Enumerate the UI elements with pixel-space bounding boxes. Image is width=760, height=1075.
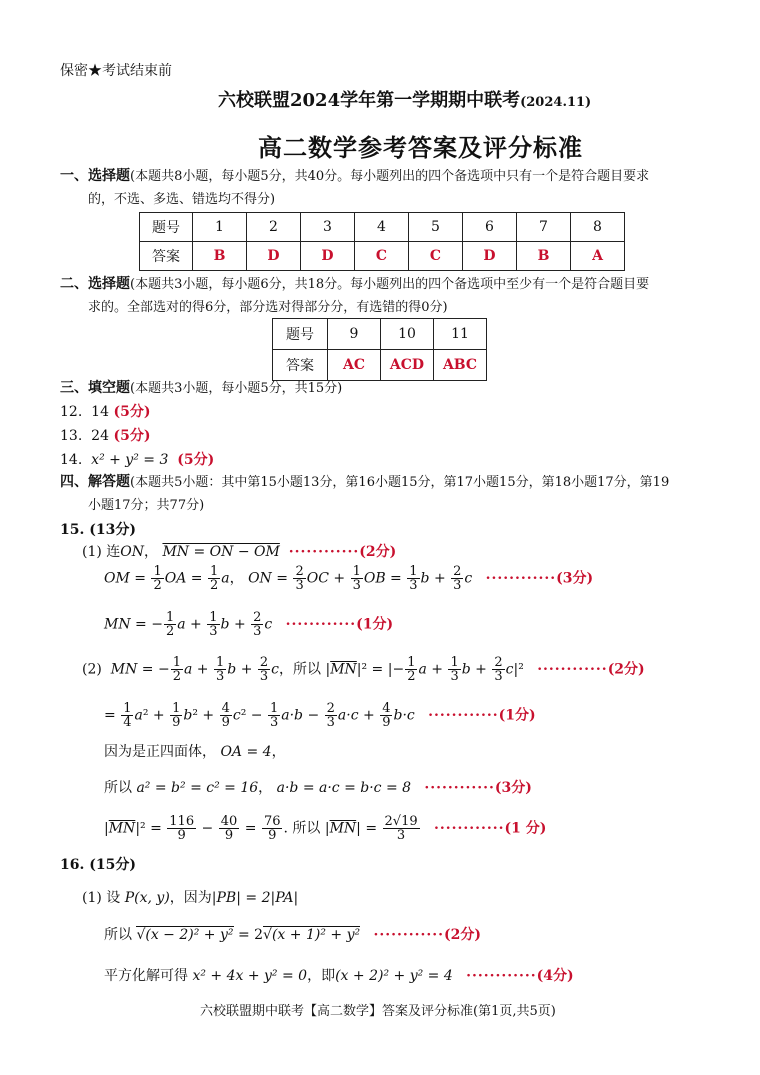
answer-cell: ABC <box>434 350 487 381</box>
q15-part2-line4: 所以 a² = b² = c² = 16， a·b = a·c = b·c = 8 ············(3分) <box>104 780 532 796</box>
text-tetrahedron: 因为是正四面体， <box>104 744 216 760</box>
table-cell: 8 <box>571 213 625 242</box>
item-number: 13. <box>60 428 83 444</box>
section2-answer-table <box>272 318 487 381</box>
section4-heading <box>60 470 669 495</box>
score-label: (1 分) <box>504 820 547 837</box>
exam-title <box>218 86 591 112</box>
item-answer: 14 <box>91 404 109 420</box>
section3-heading <box>60 376 342 401</box>
answer-cell: D <box>301 242 355 271</box>
exam-date: (2024.11) <box>520 95 592 110</box>
table-cell: 7 <box>517 213 571 242</box>
page-title: 高二数学参考答案及评分标准 <box>258 133 583 162</box>
answer-cell: AC <box>328 350 381 381</box>
section4-title: 四、解答题 <box>60 474 130 490</box>
q15-part1-line1: (1) 连ON， MN = ON − OM ············(2分) <box>82 544 397 560</box>
section1-answer-table <box>139 212 625 271</box>
section1-heading <box>60 164 649 189</box>
answer-cell: ACD <box>381 350 434 381</box>
score-label: (2分) <box>607 661 645 678</box>
text-simplify: 平方化解可得 <box>104 968 188 984</box>
section2-heading <box>60 272 649 297</box>
text-so: 所以 <box>104 927 132 943</box>
q15-heading: 15. (13分) <box>60 522 136 538</box>
score-dots: ············ <box>288 544 360 560</box>
table-cell: 9 <box>328 319 381 350</box>
confidential-label: 保密★考试结束前 <box>60 63 172 79</box>
q15-part2-line2: = $\frac{1}{4}$ a² + $\frac{1}{9}$ b² + $\frac{4}{9}$ c² − $\frac{1}{3}$ a·b − $\frac{2}{3}$ a·c + $\frac{4}{9}$ b·c ············(1分) <box>104 701 536 730</box>
q15-part2-line5: $|\overline{MN}|^2$ = $\frac{116}{9}$ − $\frac{40}{9}$ = $\frac{76}{9}$ . 所以 $|\overline{MN}|$ = $\frac{2√19}{3}$ ············(1 分) <box>104 814 547 843</box>
score-label: (2分) <box>443 927 481 943</box>
item-answer: 24 <box>91 428 109 444</box>
table-cell: 6 <box>463 213 517 242</box>
score-label: (4分) <box>536 968 574 984</box>
q15-part1-line3: MN = − $\frac{1}{2}$ a + $\frac{1}{3}$ b + $\frac{2}{3}$ c ············(1分) <box>104 610 394 639</box>
section1-title: 一、选择题 <box>60 168 130 184</box>
table-cell: 5 <box>409 213 463 242</box>
table-cell: 10 <box>381 319 434 350</box>
table-cell: 3 <box>301 213 355 242</box>
table-cell: 1 <box>193 213 247 242</box>
score-label: (5分) <box>113 404 151 420</box>
fill-item-14 <box>60 448 214 472</box>
math-oa: OA = 4 <box>220 744 272 760</box>
answer-cell: C <box>355 242 409 271</box>
fill-item-13 <box>60 424 150 448</box>
q16-part1-line2: 所以 √(x − 2)² + y² = 2√(x + 1)² + y² ············(2分) <box>104 927 481 943</box>
score-label: (5分) <box>177 452 215 468</box>
score-label: (1分) <box>356 616 394 633</box>
answer-cell: C <box>409 242 463 271</box>
text-because: ，因为 <box>169 890 212 906</box>
math-point: P(x, y) <box>124 890 170 906</box>
math-cond: |PB| = 2|PA| <box>211 890 299 906</box>
answer-cell: A <box>571 242 625 271</box>
table-cell: 2 <box>247 213 301 242</box>
text-so: . 所以 <box>283 820 321 837</box>
page-footer: 六校联盟期中联考【高二数学】答案及评分标准(第1页,共5页) <box>200 1004 556 1019</box>
q16-part1-line3: 平方化解可得 x² + 4x + y² = 0，即(x + 2)² + y² = 4 ············(4分) <box>104 968 574 984</box>
table-row <box>273 319 487 350</box>
score-label: (3分) <box>494 780 532 796</box>
section4-desc-1: (本题共5小题：其中第15小题13分，第16小题15分，第17小题15分，第18小题17分，第19 <box>130 475 670 490</box>
part-prefix: (2) <box>82 661 102 678</box>
math-expr: MN = ON − OM <box>162 544 280 560</box>
row-label-question: 题号 <box>273 319 328 350</box>
answer-cell: B <box>193 242 247 271</box>
q15-part2-line3: 因为是正四面体， OA = 4， <box>104 744 286 760</box>
answer-cell: D <box>247 242 301 271</box>
score-label: (3分) <box>556 570 594 587</box>
answer-cell: B <box>517 242 571 271</box>
q15-part1-line2: OM = $\frac{1}{2}$ OA = $\frac{1}{2}$ a， ON = $\frac{2}{3}$ OC + $\frac{1}{3}$ OB = $\frac{1}{3}$ b + $\frac{2}{3}$ c ············(3分) <box>104 564 594 593</box>
item-answer: x² + y² = 3 <box>91 452 169 468</box>
text-so: 所以 <box>104 780 132 796</box>
row-label-question: 题号 <box>140 213 193 242</box>
section2-title: 二、选择题 <box>60 276 130 292</box>
section1-desc-1: (本题共8小题，每小题5分，共40分。每小题列出的四个备选项中只有一个是符合题目要求 <box>130 169 650 184</box>
math-dot: a·b = a·c = b·c = 8 <box>276 780 412 796</box>
table-row <box>140 242 625 271</box>
table-row <box>140 213 625 242</box>
answer-cell: D <box>463 242 517 271</box>
row-label-answer: 答案 <box>273 350 328 381</box>
score-label: (5分) <box>113 428 151 444</box>
item-number: 14. <box>60 452 83 468</box>
q16-heading: 16. (15分) <box>60 857 136 873</box>
section3-desc: (本题共3小题，每小题5分，共15分) <box>130 381 343 396</box>
q15-part2-line1: (2) MN = − $\frac{1}{2}$ a + $\frac{1}{3}$ b + $\frac{2}{3}$ c，所以 $|\overline{MN}|^2$ = |− $\frac{1}{2}$ a + $\frac{1}{3}$ b + $\frac{2}{3}$ c|² ············(2分) <box>82 655 645 684</box>
section4-desc-2: 小题17分；共77分) <box>88 498 205 513</box>
math-eq1: x² + 4x + y² = 0 <box>192 968 308 984</box>
section2-desc-2: 求的。全部选对的得6分，部分选对得部分分，有选错的得0分) <box>88 300 448 315</box>
math-sq: a² = b² = c² = 16 <box>136 780 259 796</box>
text-so: ，所以 <box>279 661 322 678</box>
part-prefix: (1) 连 <box>82 544 121 560</box>
score-label: (2分) <box>359 544 397 560</box>
score-label: (1分) <box>498 707 536 724</box>
table-cell: 4 <box>355 213 409 242</box>
text-ie: ，即 <box>307 968 336 984</box>
section1-desc-2: 的，不选、多选、错选均不得分) <box>88 192 276 207</box>
fill-item-12 <box>60 400 150 424</box>
section2-desc-1: (本题共3小题，每小题6分，共18分。每小题列出的四个备选项中至少有一个是符合题目要 <box>130 277 650 292</box>
item-number: 12. <box>60 404 83 420</box>
table-cell: 11 <box>434 319 487 350</box>
row-label-answer: 答案 <box>140 242 193 271</box>
part-prefix: (1) 设 <box>82 890 121 906</box>
exam-title-text: 六校联盟2024学年第一学期期中联考 <box>218 90 521 111</box>
q16-part1-line1 <box>82 886 298 910</box>
math-on: ON <box>120 544 145 560</box>
math-eq2: (x + 2)² + y² = 4 <box>335 968 453 984</box>
section3-title: 三、填空题 <box>60 380 130 396</box>
